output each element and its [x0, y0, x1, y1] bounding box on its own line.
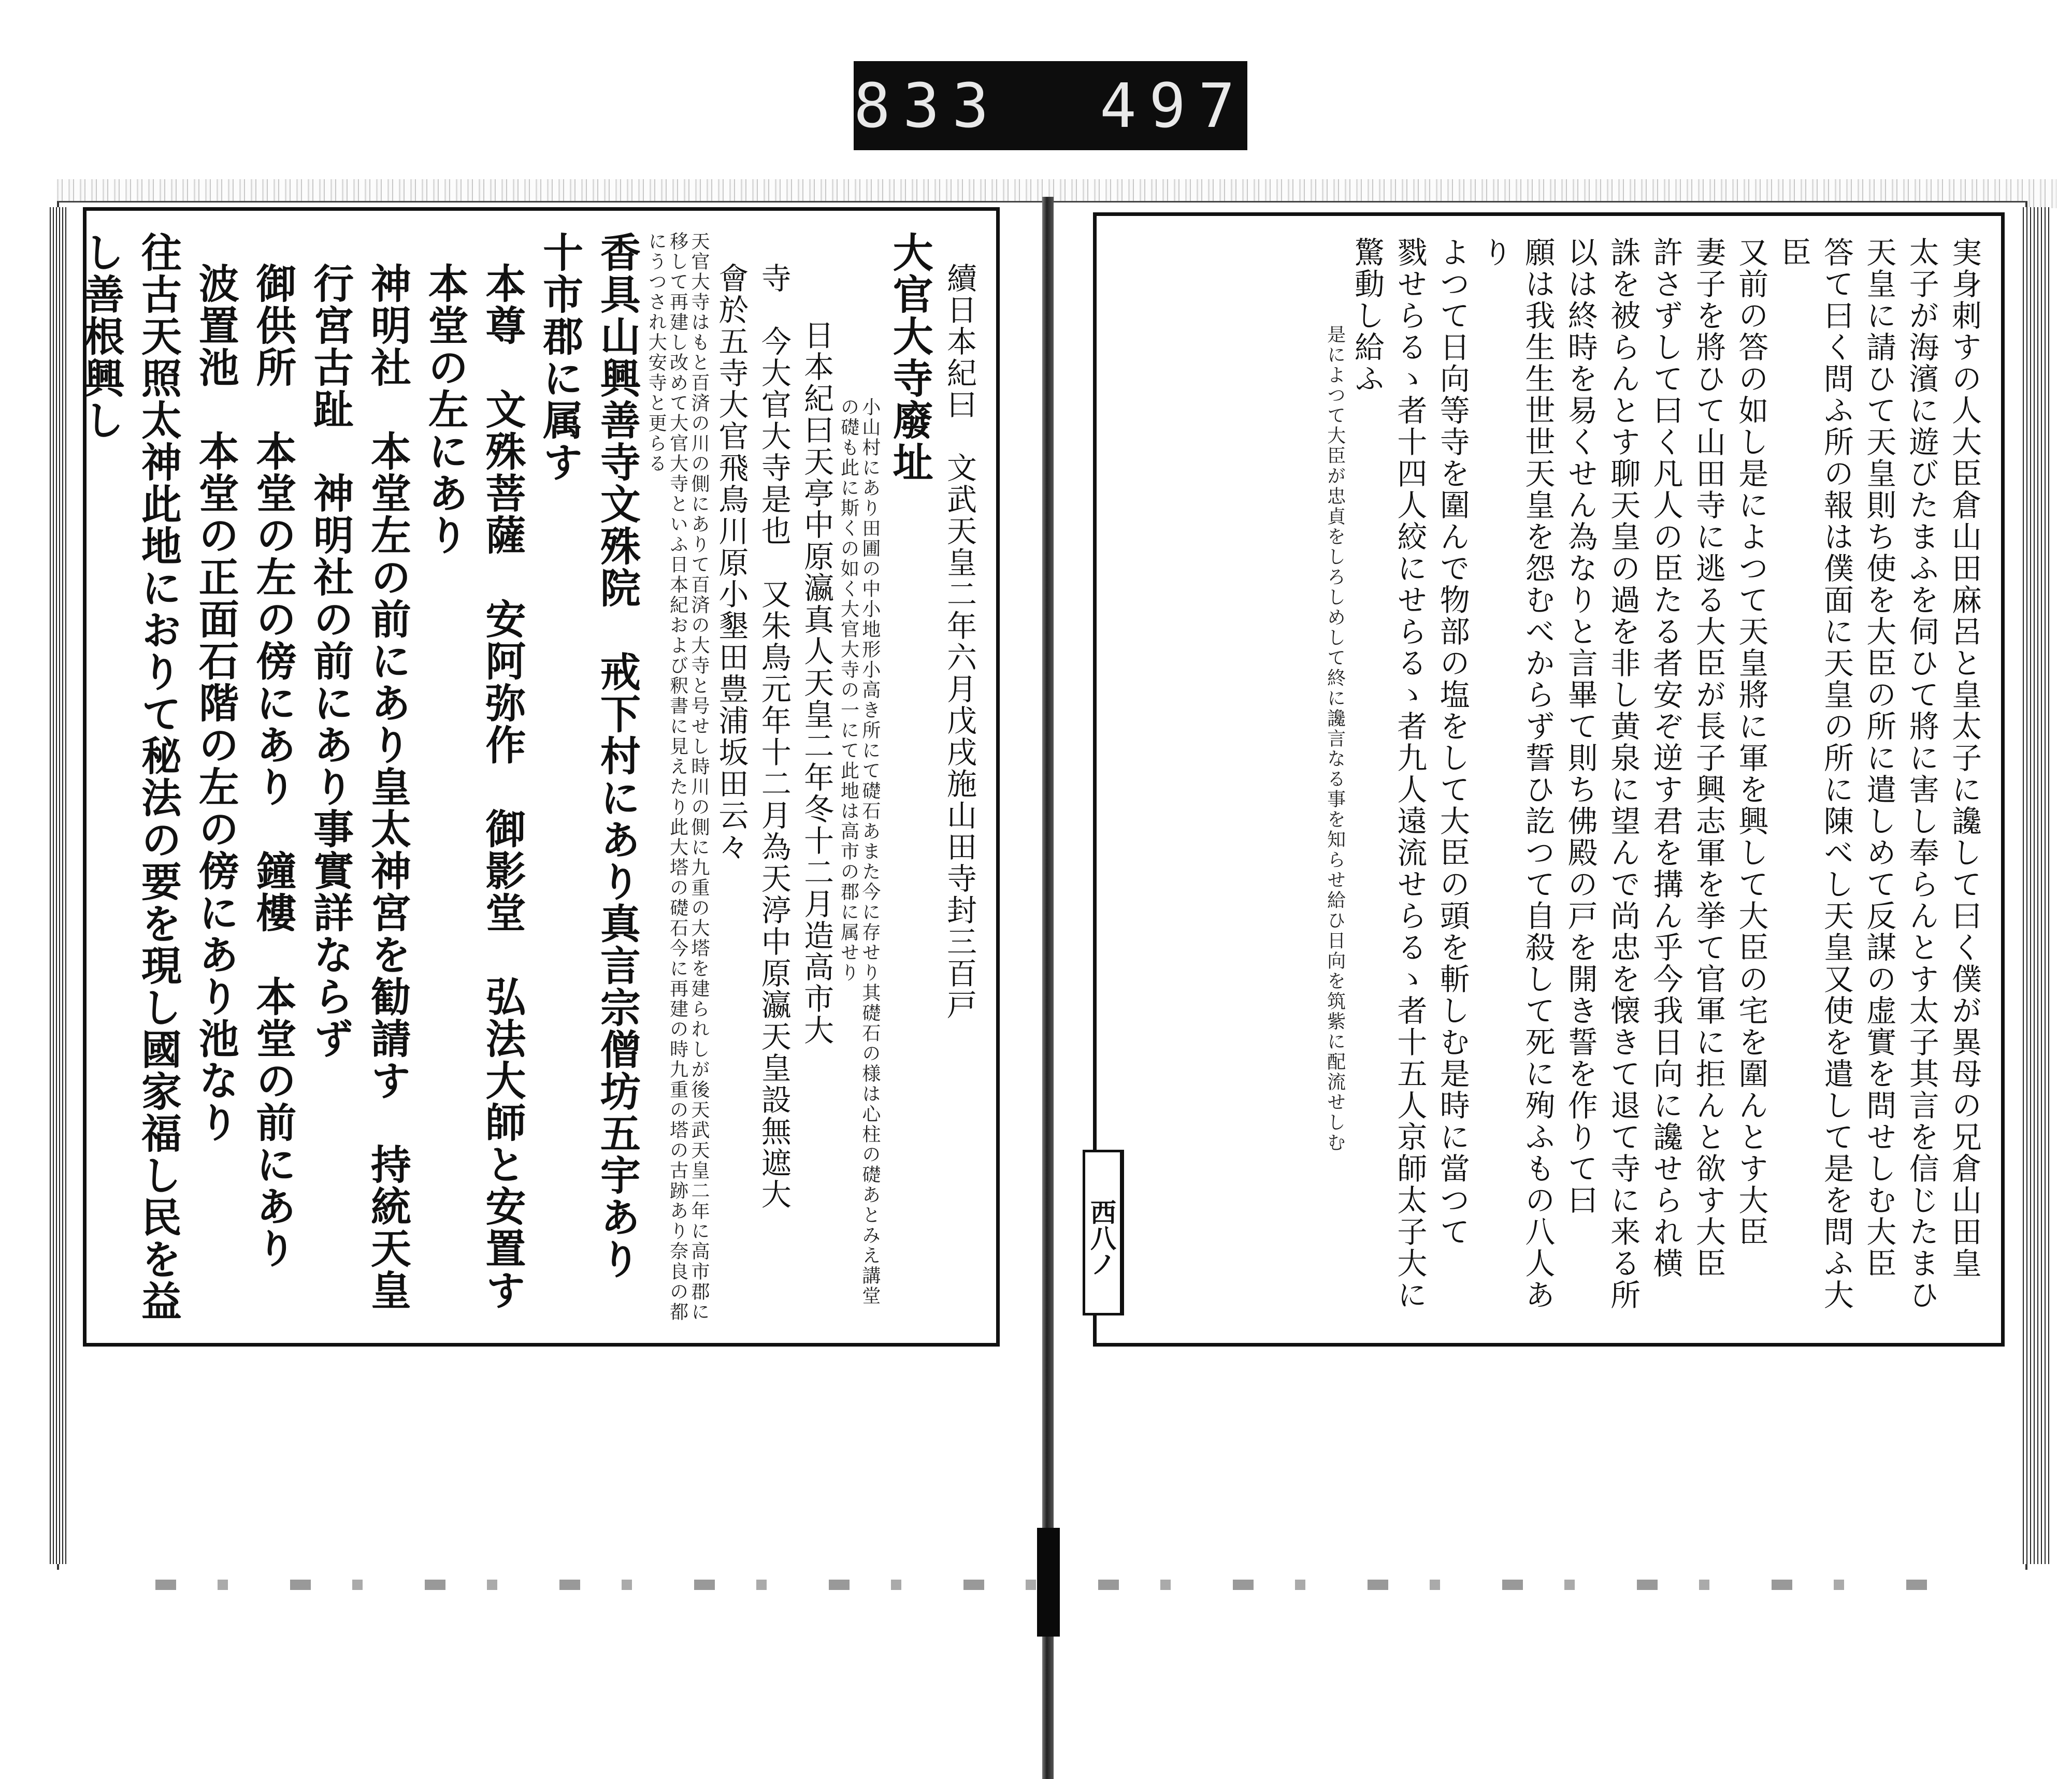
left-page-edges — [50, 207, 68, 1564]
left-page-column: 續日本紀曰 文武天皇二年六月戊戌施山田寺封三百戸 — [942, 263, 977, 1021]
left-page-column: 天官大寺はもと百済の川の側にありて百済の大寺と号せし時川の側に九重の大塔を建られしが後天武天皇二年に高市郡に移して再建し改めて大官大寺といふ日本紀および釈書に見えたり此大塔の礎石今に再建の時九重の塔の古跡あり奈良の都にうつされ大安寺と更らる — [645, 232, 710, 1322]
left-page-column: 大官大寺廢址 — [886, 232, 933, 483]
left-text-frame — [77, 207, 1000, 1347]
right-page-column: 以は終時を易くせん為なりと言畢て則ち佛殿の戸を開き誓を作りて曰 — [1562, 237, 1598, 1216]
page-number: 西八ノ — [1086, 1199, 1117, 1277]
right-page-edges — [2020, 207, 2051, 1564]
right-page-column: 天皇に請ひて天皇則ち使を大臣の所に遣しめて反謀の虚實を問せしむ大臣 — [1861, 237, 1897, 1279]
right-page-column: 答て曰く問ふ所の報は僕面に天皇の所に陳べし天皇又使を遣して是を問ふ大臣 — [1776, 237, 1854, 1311]
left-vertical-text — [77, 211, 996, 1343]
right-page-column: 又前の答の如し是によつて天皇將に軍を興して大臣の宅を圍んとす大臣 — [1733, 237, 1769, 1248]
right-page-column: 驚動し給ふ — [1349, 237, 1385, 395]
archive-label-strip — [854, 61, 1247, 150]
right-vertical-text — [1159, 216, 2001, 1343]
left-page-column: 本尊 文殊菩薩 安阿弥作 御影堂 弘法大師と安置す本堂の左にあり — [421, 263, 526, 1311]
right-page-column: よつて日向等寺を圍んで物部の塩をして大臣の頭を斬しむ是時に當つて — [1434, 237, 1470, 1248]
left-page-column: 御供所 本堂の左の傍にあり 鐘樓 本堂の前にあり 波置池 本堂の正面石階の左の傍にあり池なり — [192, 263, 297, 1311]
right-page-column: 是によつて大臣が忠貞をしろしめして終に讒言なる事を知らせ給ひ日向を筑紫に配流せしむ — [1324, 325, 1346, 1153]
bottom-edge-marks — [155, 1580, 1968, 1590]
right-page-column: 戮せらるゝ者十四人絞にせらるゝ者九人遠流せらるゝ者十五人京師太子大に — [1392, 237, 1428, 1311]
right-page-column: 妻子を將ひて山田寺に逃る大臣が長子興志軍を挙て官軍に拒んと欲す大臣 — [1690, 237, 1726, 1279]
right-page-column: 許さずして曰く凡人の臣たる者安ぞ逆す君を搆ん乎今我日向に讒せられ横 — [1648, 237, 1684, 1279]
left-page-column: 寺 今大官大寺是也 又朱鳥元年十二月為天渟中原瀛天皇設無遮大 — [756, 263, 792, 1210]
right-page-column: 実身刺すの人大臣倉山田麻呂と皇太子に讒して曰く僕が異母の兄倉山田皇 — [1947, 237, 1982, 1279]
left-page-column: 會於五寺大官飛鳥川原小墾田豊浦坂田云々 — [713, 263, 749, 863]
left-page-column: 日本紀曰天亭中原瀛真人天皇二年冬十二月造高市大 — [799, 320, 834, 1046]
page-number-tab — [1083, 1150, 1124, 1315]
binding-clip — [1037, 1528, 1060, 1637]
right-page-column: 願は我生生世世天皇を怨むべからず誓ひ訖つて自殺して死に殉ふもの八人あり — [1477, 237, 1556, 1311]
left-page-column: 神明社 本堂左の前にあり皇太神宮を勧請す 持統天皇行宮古趾 神明社の前にあり事實詳ならず — [307, 263, 411, 1311]
right-page-column: 誅を被らんとす聊天皇の過を非し黄泉に望んで尚忠を懐きて退て寺に来る所 — [1605, 237, 1641, 1311]
archive-label-number: 833 497 — [853, 70, 1248, 141]
right-text-frame — [1093, 212, 2005, 1347]
left-page-column: 往古天照太神此地におりて秘法の要を現し國家福し民を益し善根興し — [77, 232, 182, 1322]
left-page-column: 小山村にあり田圃の中小地形小高き所にて礎石あまた今に存せり其礎石の様は心柱の礎あとみえ講堂の礎も此に斯くの如く大官大寺の一にて此地は高市の郡に属せり — [838, 397, 881, 1306]
right-page-column: 太子が海濱に遊びたまふを伺ひて將に害し奉らんとす太子其言を信じたまひ — [1904, 237, 1939, 1311]
left-page-column: 香具山興善寺文殊院 戒下村にあり真言宗僧坊五宇あり 十市郡に属す — [536, 232, 641, 1322]
